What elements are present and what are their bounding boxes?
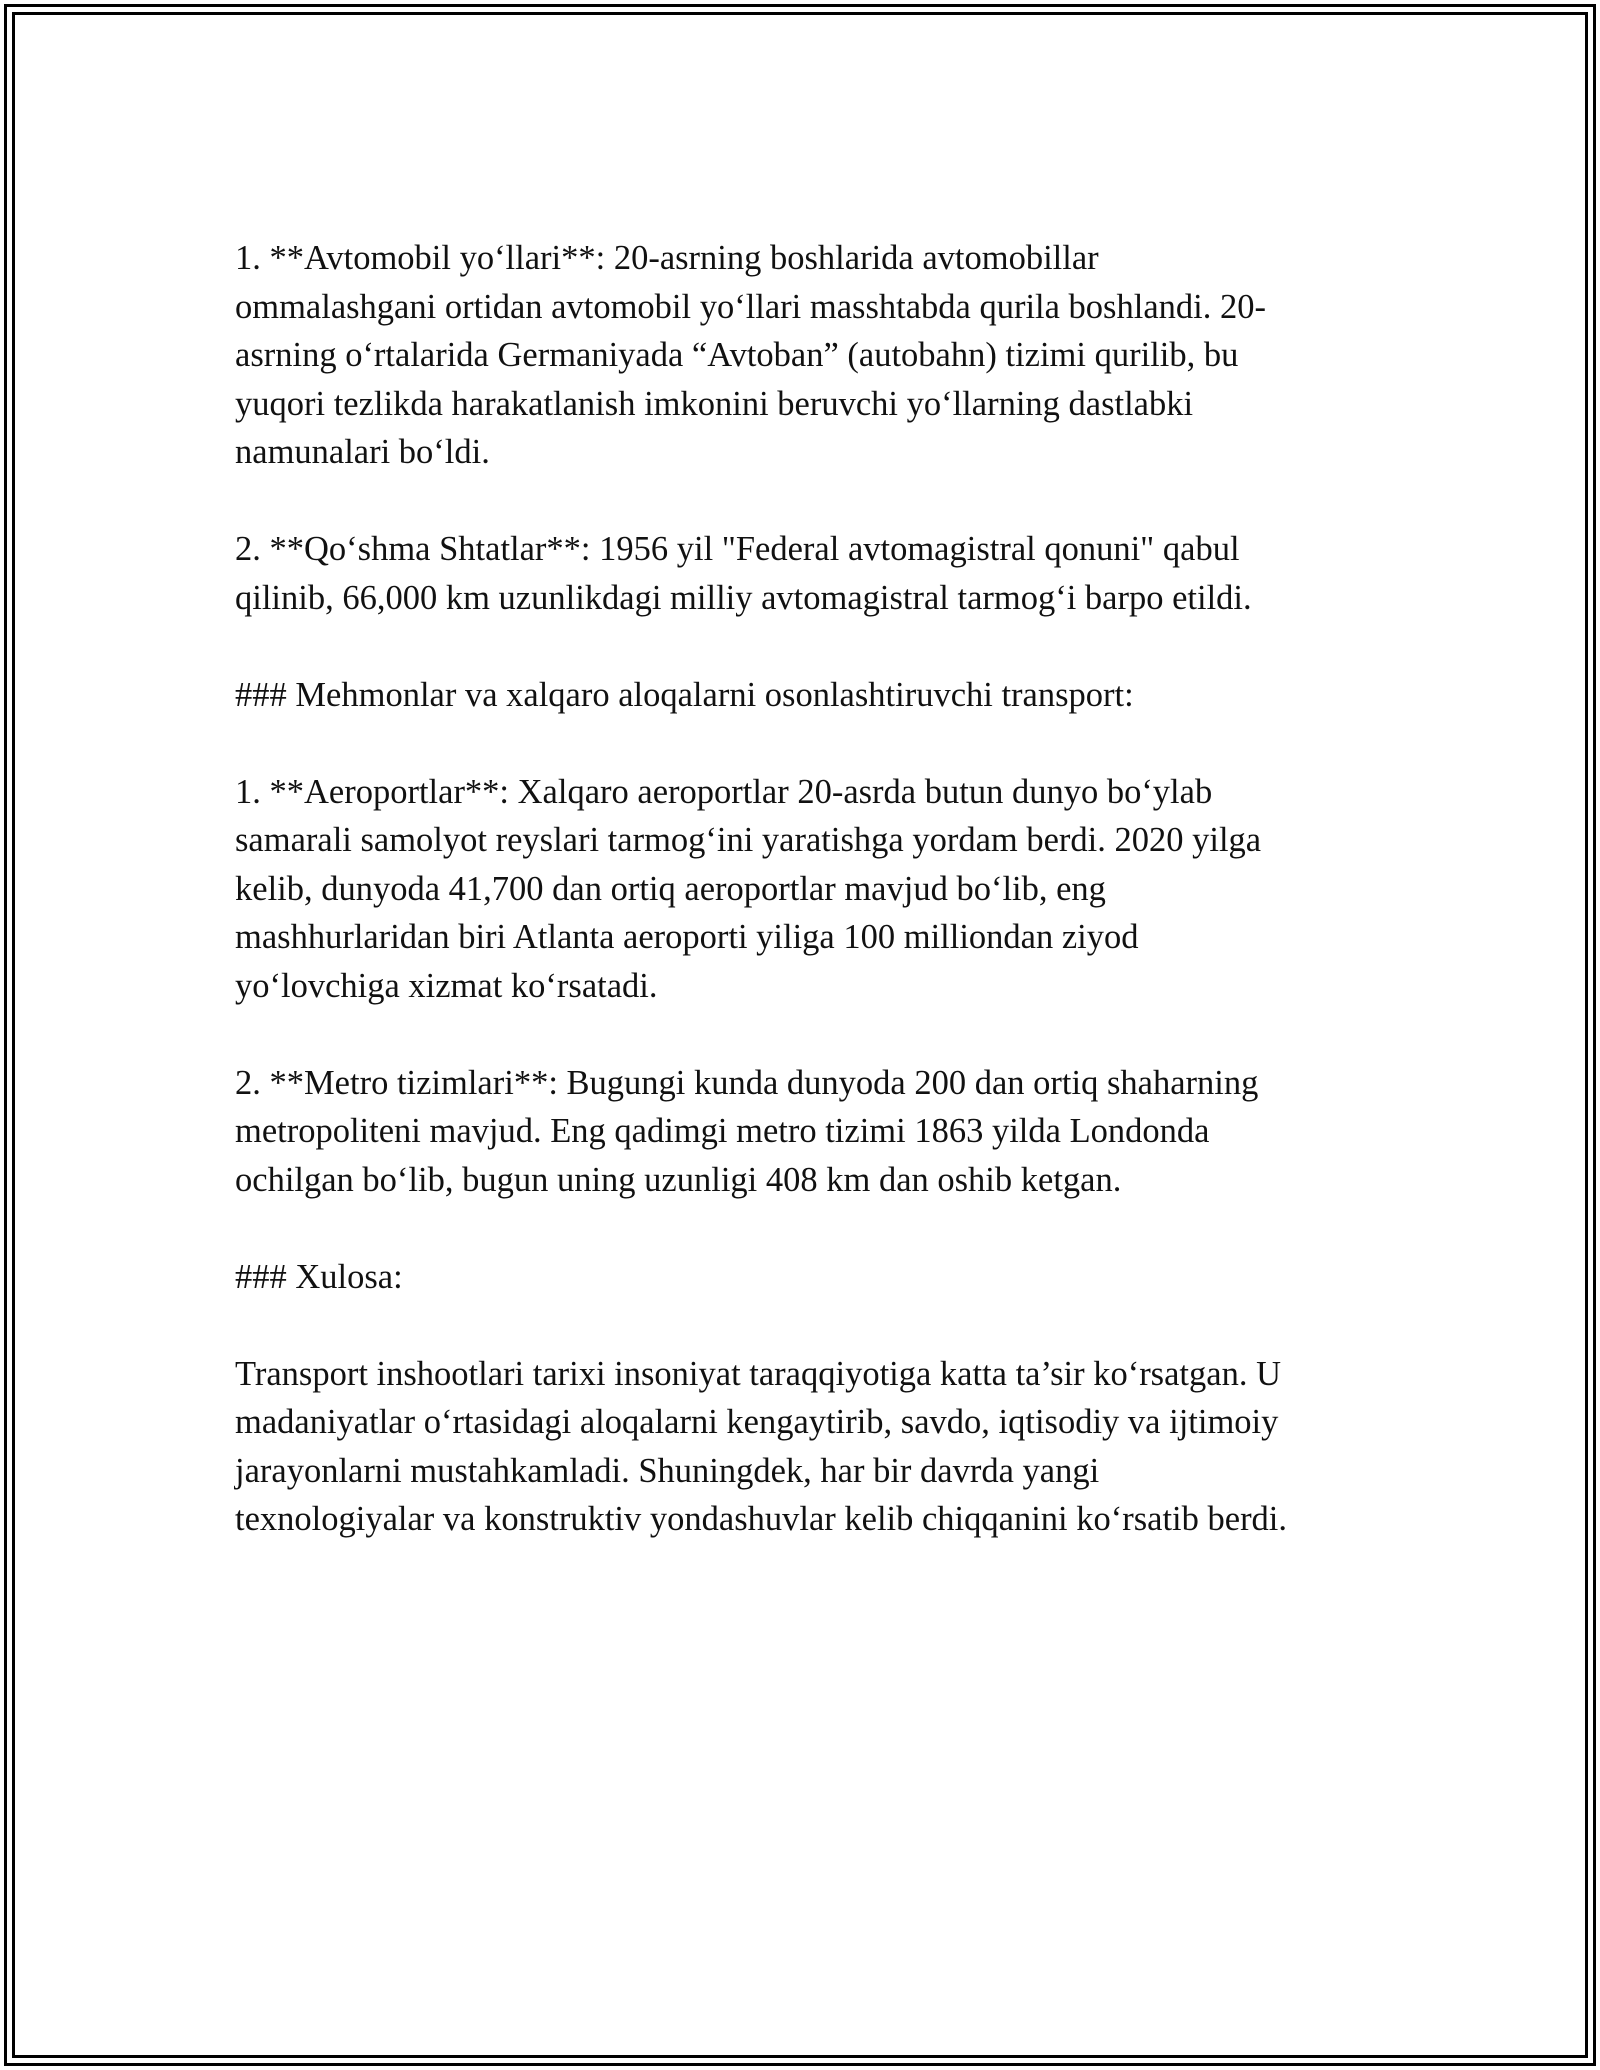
paragraph-metro-tizimlari — [235, 1059, 1365, 1205]
text-line: asrning o‘rtalarida Germaniyada “Avtoban” (autobahn) tizimi qurilib, bu — [235, 336, 1239, 374]
text-line: ommalashgani ortidan avtomobil yo‘llari masshtabda qurila boshlandi. 20- — [235, 287, 1266, 326]
text-line: yuqori tezlikda harakatlanish imkonini beruvchi yo‘llarning dastlabki — [235, 384, 1194, 423]
paragraph-xulosa — [235, 1350, 1365, 1544]
document-body — [235, 234, 1365, 1592]
text-line: mashhurlaridan biri Atlanta aeroporti yiliga 100 milliondan ziyod — [235, 918, 1139, 956]
text-line: Transport inshootlari tarixi insoniyat taraqqiyotiga katta ta’sir ko‘rsatgan. U — [235, 1354, 1281, 1393]
text-line: ochilgan bo‘lib, bugun uning uzunligi 408 km dan oshib ketgan. — [235, 1160, 1122, 1199]
text-line: madaniyatlar o‘rtasidagi aloqalarni kengaytirib, savdo, iqtisodiy va ijtimoiy — [235, 1403, 1279, 1441]
heading-text: ### Mehmonlar va xalqaro aloqalarni osonlashtiruvchi transport: — [235, 675, 1134, 714]
text-line: texnologiyalar va konstruktiv yondashuvlar kelib chiqqanini ko‘rsatib berdi. — [235, 1500, 1288, 1538]
paragraph-qoshma-shtatlar — [235, 525, 1365, 622]
section-heading-xulosa — [235, 1253, 1365, 1302]
text-line: yo‘lovchiga xizmat ko‘rsatadi. — [235, 966, 658, 1005]
text-line: 2. **Qo‘shma Shtatlar**: 1956 yil "Federal avtomagistral qonuni" qabul — [235, 530, 1240, 568]
text-line: samarali samolyot reyslari tarmog‘ini yaratishga yordam berdi. 2020 yilga — [235, 821, 1262, 859]
text-line: 1. **Aeroportlar**: Xalqaro aeroportlar 20-asrda butun dunyo bo‘ylab — [235, 772, 1213, 811]
heading-text: ### Xulosa: — [235, 1257, 403, 1296]
text-line: kelib, dunyoda 41,700 dan ortiq aeroportlar mavjud bo‘lib, eng — [235, 869, 1106, 908]
text-line: metropoliteni mavjud. Eng qadimgi metro tizimi 1863 yilda Londonda — [235, 1112, 1210, 1150]
text-line: 2. **Metro tizimlari**: Bugungi kunda dunyoda 200 dan ortiq shaharning — [235, 1063, 1259, 1102]
paragraph-aeroportlar — [235, 768, 1365, 1011]
text-line: jarayonlarni mustahkamladi. Shuningdek, har bir davrda yangi — [235, 1451, 1100, 1490]
section-heading-mehmonlar — [235, 671, 1365, 720]
paragraph-avtomobil-yollari — [235, 234, 1365, 477]
text-line: 1. **Avtomobil yo‘llari**: 20-asrning boshlarida avtomobillar — [235, 239, 1099, 277]
text-line: namunalari bo‘ldi. — [235, 433, 490, 471]
text-line: qilinib, 66,000 km uzunlikdagi milliy avtomagistral tarmog‘i barpo etildi. — [235, 578, 1252, 617]
